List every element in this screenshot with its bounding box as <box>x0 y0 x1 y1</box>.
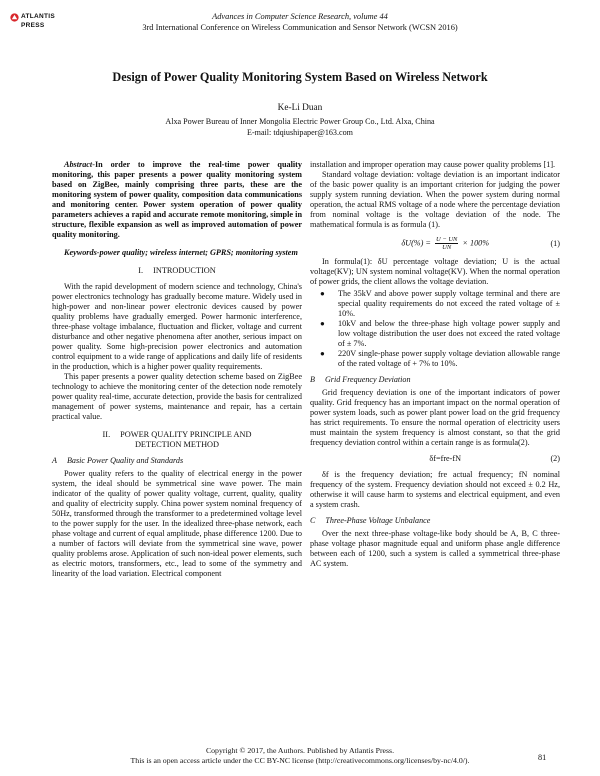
formula-2-expression: δf=fre-fN <box>429 454 462 463</box>
right-column <box>310 160 560 569</box>
formula-1-numerator: U − UN <box>435 236 458 243</box>
intro-paragraph-1: With the rapid development of modern science and technology, China's power electronics technology has gradually become mature. Widely used in high-power and non-linear power electronic devices caused by power quality problems have gradually emerged. Power harmonic interference, three-phase voltage imbalance, fluctuation and flicker, voltage and current disturbance and other negative phenomena after another, serious impact on power quality. Some high-precision power electronics and automation control equipment to a wide range of applications and daily life of residents in the production, which is a higher power quality requirements. <box>52 282 302 371</box>
voltage-deviation-paragraph: Standard voltage deviation: voltage deviation is an important indicator of the basic power quality is an important criterion for judging the power supply system running deviation. When the power system during normal operation, the actual RMS voltage of a node where the percentage deviation from nominal voltage is the voltage deviation of the node. The mathematical formula is as formula (1). <box>310 170 560 229</box>
formula-1-denominator: UN <box>442 244 452 251</box>
author-email: E-mail: tdqiushipaper@163.com <box>247 128 353 137</box>
voltage-limits-list <box>310 289 560 369</box>
subsection-title: Three-Phase Voltage Unbalance <box>325 516 431 525</box>
subsection-heading-basic <box>52 456 302 466</box>
keywords: Keywords-power quality; wireless internet; GPRS; monitoring system <box>64 248 298 257</box>
list-item: ● 10kV and below the three-phase high voltage power supply and low voltage distribution the user does not exceed the rated voltage of ± 7%. <box>320 319 560 348</box>
section-number: II. <box>102 430 111 439</box>
subsection-letter: A <box>52 456 57 465</box>
bullet-icon: ● <box>320 289 325 298</box>
section-number: I. <box>138 266 144 275</box>
bullet-icon: ● <box>320 349 325 358</box>
formula-1-rhs: × 100% <box>462 238 490 248</box>
section-title-line2: DETECTION METHOD <box>134 440 220 449</box>
author-affiliation: Alxa Power Bureau of Inner Mongolia Electric Power Group Co., Ltd. Alxa, China <box>165 117 435 126</box>
author-name: Ke-Li Duan <box>277 103 323 113</box>
formula-1-lhs: δU(%) = <box>401 238 431 248</box>
section-title-line1: POWER QUALITY PRINCIPLE AND <box>120 430 252 439</box>
subsection-title: Basic Power Quality and Standards <box>66 456 184 465</box>
footer-copyright: Copyright © 2017, the Authors. Published by Atlantis Press. <box>205 746 395 755</box>
list-item: ● The 35kV and above power supply voltage terminal and there are special quality requirements do not exceed the rated voltage of ± 10%. <box>320 289 560 318</box>
footer-license: This is an open access article under the CC BY-NC license (http://creativecommons.org/licenses/by-nc/4.0/). <box>130 756 470 765</box>
abstract <box>52 160 302 240</box>
subsection-heading-unbalance <box>310 516 560 526</box>
unbalance-paragraph: Over the next three-phase voltage-like body should be A, B, C three-phase voltage phasor magnitude equal and uniform phase angle difference between each of 1200, such a system is called a symmetrical three-phase AC system. <box>310 529 560 568</box>
basic-quality-paragraph: Power quality refers to the quality of electrical energy in the power system, the ideal should be symmetrical sine wave power. The main indicator of the quality of power quality voltage, current, quality, quality and quality of electricity supply. China power system nominal frequency of 50Hz, transformed through the transformer to a predetermined voltage level to the power supply for the user. In the idealized three-phase network, each phase voltage and current of equal amplitude, phase difference 1200. Due to a number of factors will deviate from the symmetrical sine wave, power quality problems arose. Application of such non-ideal power elements, such as electric motors, transformers, etc., lead to some of the symmetry and linearity of the load variation. Electrical component <box>52 469 302 578</box>
subsection-heading-frequency <box>310 375 560 385</box>
section-heading-principle <box>52 430 302 450</box>
series-header: Advances in Computer Science Research, volume 44 <box>212 12 388 21</box>
formula-1 <box>310 236 560 251</box>
section-title: INTRODUCTION <box>153 266 216 275</box>
subsection-letter: C <box>310 516 316 525</box>
intro-paragraph-2: This paper presents a power quality detection scheme based on ZigBee technology to achieve the monitoring center of the detection node remotely power quality real-time, accurate detection, provide the basis for centralized management of power systems, maintenance and repair, has a certain practical value. <box>52 372 302 421</box>
formula-2-description: δf is the frequency deviation; fre actual frequency; fN nominal frequency of the system. Frequency deviation should not exceed ± 0.2 Hz, otherwise it will cause harm to systems and electrical equipment, and even a system crash. <box>310 470 560 509</box>
left-column <box>52 160 302 579</box>
formula-1-fraction <box>435 236 458 251</box>
subsection-letter: B <box>310 375 315 384</box>
grid-frequency-paragraph: Grid frequency deviation is one of the important indicators of power quality. Grid frequency has an important impact on the normal operation of power system loads, such as power plant power load on the grid frequency has strict requirements. To ensure the normal operation of electricity users must maintain the system frequency is almost constant, so that the grid frequency deviation control within a certain range is as formula(2). <box>310 388 560 447</box>
abstract-body: In order to improve the real-time power quality monitoring, this paper presents a power quality monitoring system based on ZigBee, mainly comprising three parts, these are the monitoring system of power quality, composition data communications and monitoring center. Power system operation of power quality parameters achieves a rapid and accurate remote monitoring, simple in structure, flexible expansion as well as improved automation of power quality monitoring. <box>52 160 302 239</box>
subsection-title: Grid Frequency Deviation <box>324 375 411 384</box>
continued-paragraph: installation and improper operation may cause power quality problems [1]. <box>310 160 556 169</box>
conference-header: 3rd International Conference on Wireless Communication and Sensor Network (WCSN 2016) <box>142 23 458 32</box>
abstract-lead: Abstract- <box>64 160 95 169</box>
section-heading-introduction <box>52 266 302 276</box>
formula-1-number: (1) <box>550 238 560 248</box>
formula-1-description: In formula(1): δU percentage voltage deviation; U is the actual voltage(KV); UN system nominal voltage(KV). When the normal operation of power grids, the client allows the voltage deviation. <box>310 257 560 286</box>
formula-1-expression <box>310 236 550 251</box>
formula-2 <box>310 454 560 464</box>
bullet-icon: ● <box>320 319 325 328</box>
publisher-name-line2: PRESS <box>21 22 45 29</box>
publisher-name-line1: ATLANTIS <box>21 13 56 20</box>
formula-2-number: (2) <box>550 454 560 463</box>
list-item: ● 220V single-phase power supply voltage deviation allowable range of the rated voltage of + 7% to 10%. <box>320 349 560 368</box>
paper-title: Design of Power Quality Monitoring System Based on Wireless Network <box>112 70 488 84</box>
page-number: 81 <box>538 753 547 762</box>
